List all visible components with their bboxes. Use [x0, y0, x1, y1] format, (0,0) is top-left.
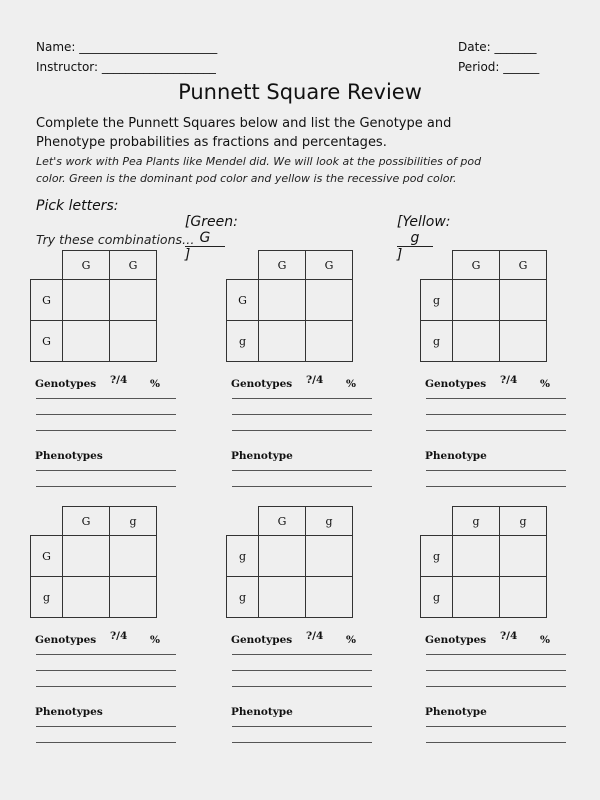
genotype-answer-line[interactable] — [232, 670, 372, 671]
date-field[interactable]: Date: _______ — [458, 40, 537, 54]
percent-label: % — [540, 378, 550, 390]
phenotype-answer-line[interactable] — [36, 486, 176, 487]
genotypes-label: Genotypes — [425, 378, 487, 390]
top-allele: g — [109, 506, 157, 536]
side-allele: g — [420, 535, 453, 577]
genotype-answer-line[interactable] — [426, 654, 566, 655]
offspring-cell[interactable] — [109, 576, 157, 618]
side-allele: g — [420, 320, 453, 362]
fraction-label: ?/4 — [500, 630, 518, 642]
side-allele: g — [420, 576, 453, 618]
top-allele: G — [258, 250, 306, 280]
side-allele: g — [420, 279, 453, 321]
genotype-answer-line[interactable] — [426, 430, 566, 431]
genotype-answer-line[interactable] — [36, 414, 176, 415]
side-allele: g — [226, 535, 259, 577]
genotype-answer-line[interactable] — [426, 398, 566, 399]
page-title: Punnett Square Review — [178, 80, 422, 104]
genotype-answer-line[interactable] — [36, 670, 176, 671]
top-allele: G — [109, 250, 157, 280]
phenotype-answer-line[interactable] — [36, 470, 176, 471]
offspring-cell[interactable] — [452, 320, 500, 362]
top-allele: g — [305, 506, 353, 536]
genotypes-label: Genotypes — [35, 378, 97, 390]
phenotype-answer-line[interactable] — [232, 726, 372, 727]
offspring-cell[interactable] — [258, 320, 306, 362]
period-field[interactable]: Period: ______ — [458, 60, 540, 74]
fraction-label: ?/4 — [306, 630, 324, 642]
genotype-answer-line[interactable] — [36, 398, 176, 399]
offspring-cell[interactable] — [305, 320, 353, 362]
offspring-cell[interactable] — [109, 320, 157, 362]
genotype-answer-line[interactable] — [36, 654, 176, 655]
fraction-label: ?/4 — [110, 630, 128, 642]
offspring-cell[interactable] — [452, 576, 500, 618]
side-allele: G — [30, 535, 63, 577]
phenotype-answer-line[interactable] — [232, 742, 372, 743]
top-allele: G — [62, 250, 110, 280]
phenotype-answer-line[interactable] — [426, 470, 566, 471]
percent-label: % — [150, 378, 160, 390]
instruction-italic-2: color. Green is the dominant pod color and yellow is the recessive pod color. — [36, 172, 457, 185]
offspring-cell[interactable] — [258, 576, 306, 618]
offspring-cell[interactable] — [499, 279, 547, 321]
phenotypes-label: Phenotype — [425, 706, 487, 718]
genotype-answer-line[interactable] — [232, 686, 372, 687]
genotypes-label: Genotypes — [425, 634, 487, 646]
offspring-cell[interactable] — [109, 279, 157, 321]
fraction-label: ?/4 — [110, 374, 128, 386]
side-allele: g — [30, 576, 63, 618]
green-close: ] — [184, 247, 191, 263]
offspring-cell[interactable] — [258, 279, 306, 321]
side-allele: G — [30, 279, 63, 321]
yellow-pick — [388, 198, 451, 263]
genotype-answer-line[interactable] — [36, 686, 176, 687]
offspring-cell[interactable] — [109, 535, 157, 577]
phenotype-answer-line[interactable] — [426, 486, 566, 487]
instruction-line-1: Complete the Punnett Squares below and list the Genotype and — [36, 116, 452, 131]
genotypes-label: Genotypes — [231, 634, 293, 646]
side-allele: G — [30, 320, 63, 362]
offspring-cell[interactable] — [62, 576, 110, 618]
green-letter-field[interactable]: G — [185, 230, 225, 247]
top-allele: G — [258, 506, 306, 536]
genotype-answer-line[interactable] — [232, 430, 372, 431]
phenotype-answer-line[interactable] — [232, 470, 372, 471]
genotype-answer-line[interactable] — [426, 686, 566, 687]
percent-label: % — [346, 378, 356, 390]
offspring-cell[interactable] — [62, 320, 110, 362]
top-allele: G — [452, 250, 500, 280]
genotype-answer-line[interactable] — [426, 414, 566, 415]
top-allele: g — [452, 506, 500, 536]
phenotypes-label: Phenotypes — [35, 450, 103, 462]
green-pick — [176, 198, 238, 263]
pick-letters-label: Pick letters: — [36, 198, 119, 214]
genotype-answer-line[interactable] — [232, 414, 372, 415]
phenotype-answer-line[interactable] — [426, 742, 566, 743]
instructor-field[interactable]: Instructor: ___________________ — [36, 60, 216, 74]
top-allele: g — [499, 506, 547, 536]
genotype-answer-line[interactable] — [36, 430, 176, 431]
offspring-cell[interactable] — [499, 320, 547, 362]
phenotype-answer-line[interactable] — [36, 742, 176, 743]
offspring-cell[interactable] — [305, 576, 353, 618]
offspring-cell[interactable] — [452, 279, 500, 321]
phenotype-answer-line[interactable] — [426, 726, 566, 727]
offspring-cell[interactable] — [452, 535, 500, 577]
instruction-line-2: Phenotype probabilities as fractions and percentages. — [36, 135, 387, 150]
top-allele: G — [305, 250, 353, 280]
combinations-label: Try these combinations… — [36, 232, 195, 247]
green-label: [Green: — [184, 214, 238, 230]
phenotypes-label: Phenotype — [231, 450, 293, 462]
name-field[interactable]: Name: _______________________ — [36, 40, 218, 54]
top-allele: G — [62, 506, 110, 536]
phenotypes-label: Phenotype — [231, 706, 293, 718]
side-allele: g — [226, 320, 259, 362]
top-allele: G — [499, 250, 547, 280]
side-allele: g — [226, 576, 259, 618]
phenotype-answer-line[interactable] — [232, 486, 372, 487]
percent-label: % — [346, 634, 356, 646]
genotype-answer-line[interactable] — [232, 398, 372, 399]
genotype-answer-line[interactable] — [426, 670, 566, 671]
fraction-label: ?/4 — [500, 374, 518, 386]
offspring-cell[interactable] — [499, 535, 547, 577]
offspring-cell[interactable] — [62, 279, 110, 321]
offspring-cell[interactable] — [305, 279, 353, 321]
genotype-answer-line[interactable] — [232, 654, 372, 655]
percent-label: % — [540, 634, 550, 646]
fraction-label: ?/4 — [306, 374, 324, 386]
phenotypes-label: Phenotype — [425, 450, 487, 462]
genotypes-label: Genotypes — [231, 378, 293, 390]
offspring-cell[interactable] — [305, 535, 353, 577]
phenotypes-label: Phenotypes — [35, 706, 103, 718]
genotypes-label: Genotypes — [35, 634, 97, 646]
offspring-cell[interactable] — [62, 535, 110, 577]
instruction-italic-1: Let's work with Pea Plants like Mendel did. We will look at the possibilities of pod — [36, 155, 482, 168]
yellow-letter-field[interactable]: g — [397, 230, 433, 247]
percent-label: % — [150, 634, 160, 646]
phenotype-answer-line[interactable] — [36, 726, 176, 727]
offspring-cell[interactable] — [258, 535, 306, 577]
offspring-cell[interactable] — [499, 576, 547, 618]
yellow-label: [Yellow: — [396, 214, 451, 230]
side-allele: G — [226, 279, 259, 321]
yellow-close: ] — [396, 247, 403, 263]
